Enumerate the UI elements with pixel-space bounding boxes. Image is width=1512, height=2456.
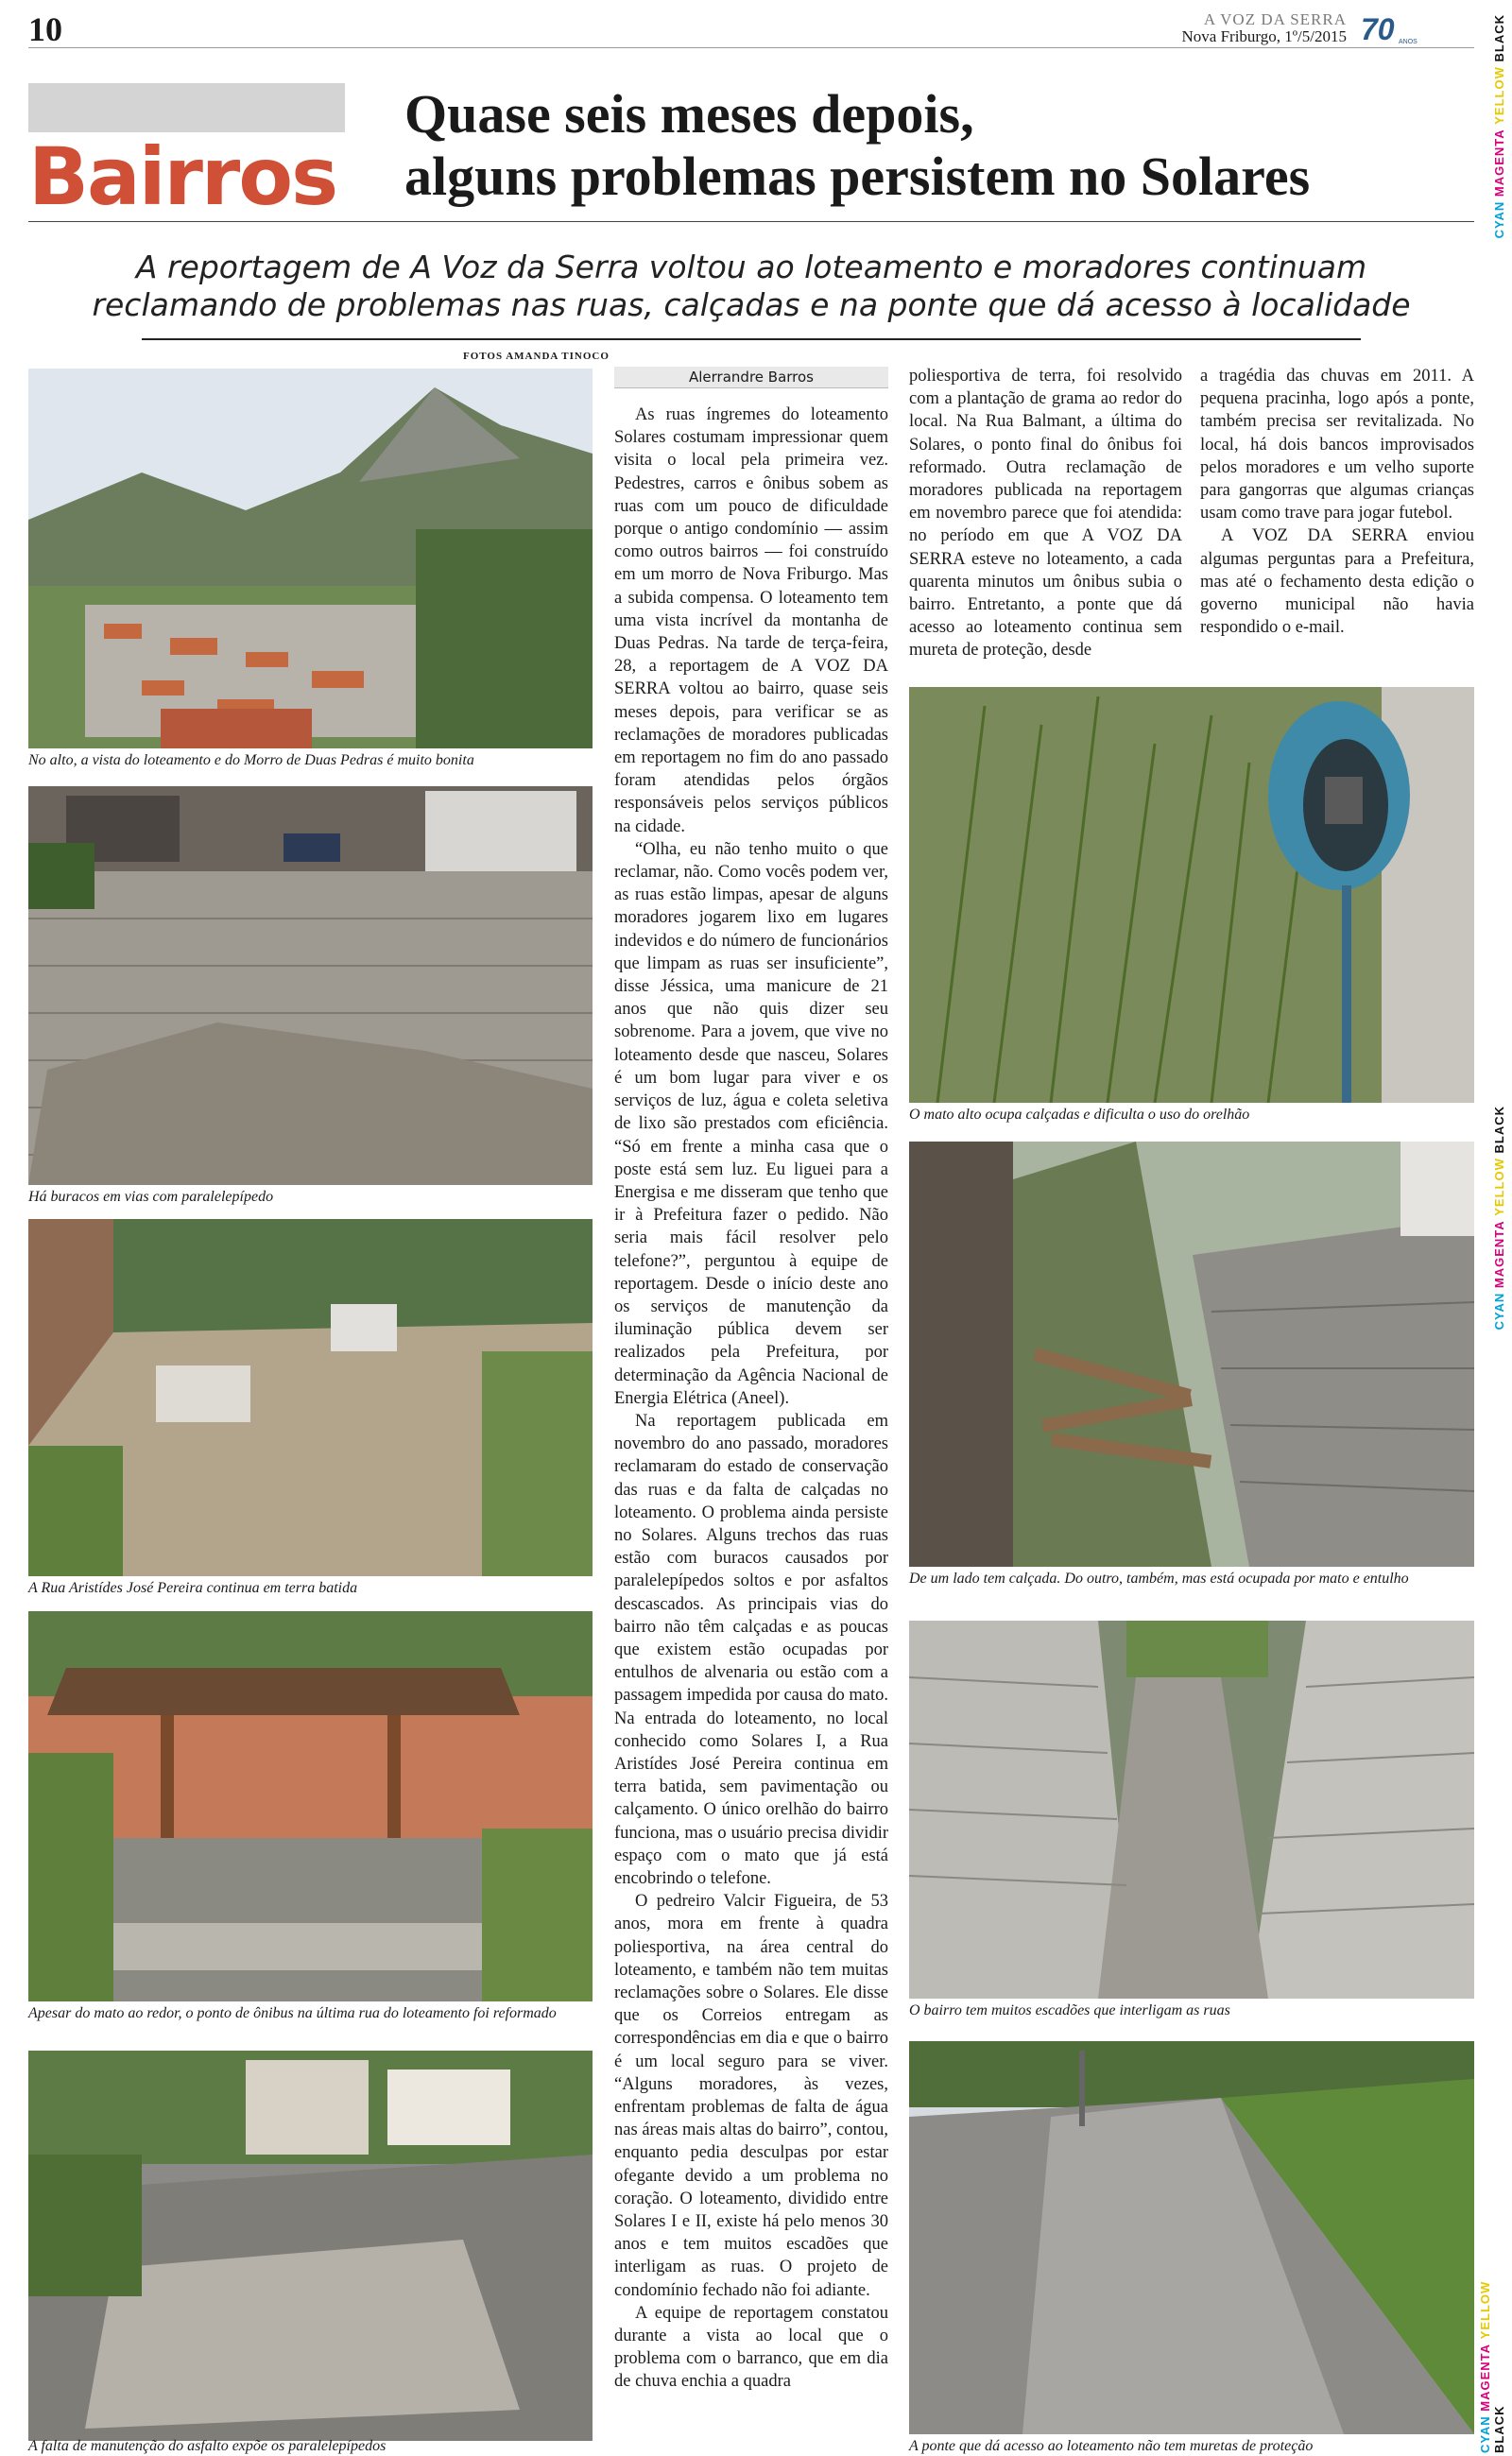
photo-credit: FOTOS AMANDA TINOCO — [463, 351, 610, 362]
article-paragraph: As ruas íngremes do loteamento Solares costumam impressionar quem visita o local pela primeira vez. Pedestres, carros e ônibus sobem as ruas com um pouco de dificuldade porque o antigo condomínio — assim como outros bairros — foi construído em um morro de Nova Friburgo. Mas a subida compensa. O loteamento tem uma vista incrível da montanha de Duas Pedras. Na tarde de terça-feira, 28, a reportagem de A VOZ DA SERRA voltou ao bairro, quase seis meses depois, para verificar se as reclamações de moradores publicadas em reportagem no fim do ano passado foram atendidas pelos órgãos responsáveis pelos serviços públicos na cidade. — [614, 405, 888, 836]
photo-sidewalk-debris — [909, 1142, 1474, 1567]
color-registration-mark: CYAN MAGENTA YELLOW BLACK — [1492, 14, 1506, 239]
photo-caption: O mato alto ocupa calçadas e dificulta o uso do orelhão — [909, 1107, 1250, 1123]
article-paragraph: poliesportiva de terra, foi resolvido com a plantação de grama ao redor do local. Na Rua Balmant, a última do Solares, o ponto final do ônibus foi reformado. Outra reclamação de moradores publicada na reportagem em novembro parece que foi atendida: no período em que A VOZ DA SERRA esteve no loteamento, a cada quarenta minutos um ônibus subia o bairro. Entretanto, a ponte que dá acesso ao loteamento continua sem mureta de proteção, desde — [909, 367, 1182, 661]
article-paragraph: Na reportagem publicada em novembro do ano passado, moradores reclamaram do estado de conservação das ruas e da falta de calçadas no loteamento. O problema ainda persiste no Solares. Alguns trechos das ruas estão com buracos causados por paralelepípedos soltos e por asfaltos descascados. As principais vias do bairro não têm calçadas e as poucas que existem estão ocupadas por entulhos de alvenaria ou estão com a passagem impedida por causa do mato. Na entrada do loteamento, no local conhecido como Solares I, a Rua Aristídes José Pereira continua em terra batida, sem pavimentação ou calçamento. O único orelhão do bairro funciona, mas o usuário precisa dividir espaço com o mato que já está encobrindo o telefone. — [614, 1411, 888, 1888]
article-paragraph: a tragédia das chuvas em 2011. A pequena pracinha, logo após a ponte, também precisa ser revitalizada. No local, há dois bancos improvisados pelos moradores e um velho suporte para gangorras que algumas crianças usam como trave para jogar futebol. — [1200, 367, 1474, 524]
headline-line-1: Quase seis meses depois, — [404, 83, 974, 145]
photo-bus-stop — [28, 1611, 593, 2001]
photo-caption: No alto, a vista do loteamento e do Morro de Duas Pedras é muito bonita — [28, 752, 474, 768]
masthead-paper-name: A VOZ DA SERRA — [1203, 10, 1347, 28]
article-column-3 — [1200, 365, 1474, 639]
article-paragraph: A VOZ DA SERRA enviou algumas perguntas para a Prefeitura, mas até o fechamento desta edição o governo municipal não havia respondido o e-mail. — [1200, 526, 1474, 638]
byline: Alerrandre Barros — [614, 367, 888, 388]
photo-caption: A Rua Aristídes José Pereira continua em terra batida — [28, 1580, 358, 1596]
photo-payphone-weeds — [909, 687, 1474, 1103]
section-title: Bairros — [28, 130, 337, 223]
photo-caption: Apesar do mato ao redor, o ponto de ônibus na última rua do loteamento foi reformado — [28, 2005, 557, 2021]
headline-line-2: alguns problemas persistem no Solares — [404, 145, 1311, 207]
svg-text:ANOS: ANOS — [1399, 39, 1418, 45]
photo-panorama-duas-pedras — [28, 369, 593, 748]
photo-caption: A ponte que dá acesso ao loteamento não tem muretas de proteção — [909, 2438, 1314, 2454]
photo-worn-asphalt — [28, 2051, 593, 2441]
section-bar — [28, 83, 345, 132]
headline — [404, 83, 1310, 207]
article-column-2 — [909, 365, 1182, 662]
color-registration-mark: CYAN MAGENTA YELLOW BLACK — [1478, 2280, 1506, 2453]
svg-text:70: 70 — [1361, 12, 1395, 45]
photo-caption: Há buracos em vias com paralelepípedo — [28, 1189, 274, 1205]
photo-caption: A falta de manutenção do asfalto expõe os paralelepípedos — [28, 2438, 387, 2454]
article-paragraph: O pedreiro Valcir Figueira, de 53 anos, mora em frente à quadra poliesportiva, na área central do loteamento, e também não tem muitas reclamações sobre o Solares. Ele disse que os Correios entregam as correspondências em dia e que o bairro é um local seguro para se viver. “Alguns moradores, às vezes, enfrentam problemas de falta de água nas áreas mais altas do bairro”, contou, enquanto pedia desculpas por estar ofegante devido a um problema no coração. O loteamento, dividido entre Solares I e II, existe há pelo menos 30 anos e tem muitos escadões que interligam as ruas. O projeto de condomínio fechado não foi adiante. — [614, 1892, 888, 2300]
photo-caption: O bairro tem muitos escadões que interligam as ruas — [909, 2002, 1230, 2018]
article-paragraph: A equipe de reportagem constatou durante a vista ao local que o problema com o barranco, que em dia de chuva enchia a quadra — [614, 2303, 888, 2392]
photo-street-potholes — [28, 786, 593, 1185]
article-column-1 — [614, 404, 888, 2394]
masthead-date: Nova Friburgo, 1º/5/2015 — [1181, 26, 1347, 45]
article-paragraph: “Olha, eu não tenho muito o que reclamar, não. Como vocês podem ver, as ruas estão limpas, apesar de alguns moradores jogarem lixo em lugares indevidos e do número de funcionários que limpam as ruas ser insuficiente”, disse Jéssica, uma manicure de 21 anos que não quis dizer seu sobrenome. Para a jovem, que vive no loteamento desde que nasceu, Solares é um bom lugar para viver e os serviços de luz, água e coleta seletiva de lixo são prestados com eficiência. “Só em frente a minha casa que o poste está sem luz. Eu liguei para a Energisa e me disseram que tenho que ir à Prefeitura fazer o pedido. Não seria mais fácil resolver pelo telefone?”, perguntou à equipe de reportagem. Desde o início deste ano os serviços de manutenção da iluminação pública devem ser realizados pela Prefeitura, por determinação da Agência Nacional de Energia Elétrica (Aneel). — [614, 839, 888, 1408]
color-registration-mark: CYAN MAGENTA YELLOW BLACK — [1492, 1106, 1506, 1331]
photo-stairway — [909, 1621, 1474, 1999]
headline-rule — [28, 221, 1474, 222]
masthead — [1182, 11, 1347, 45]
header-rule — [28, 47, 1474, 48]
subheadline-rule — [142, 338, 1361, 340]
subheadline: A reportagem de A Voz da Serra voltou ao loteamento e moradores continuam reclamando de problemas nas ruas, calçadas e na ponte que dá acesso à localidade — [92, 249, 1411, 323]
anniversary-logo — [1359, 11, 1418, 45]
page-number: 10 — [28, 10, 62, 48]
photo-dirt-street — [28, 1219, 593, 1576]
photo-bridge — [909, 2041, 1474, 2434]
photo-caption: De um lado tem calçada. Do outro, também, mas está ocupada por mato e entulho — [909, 1571, 1409, 1587]
